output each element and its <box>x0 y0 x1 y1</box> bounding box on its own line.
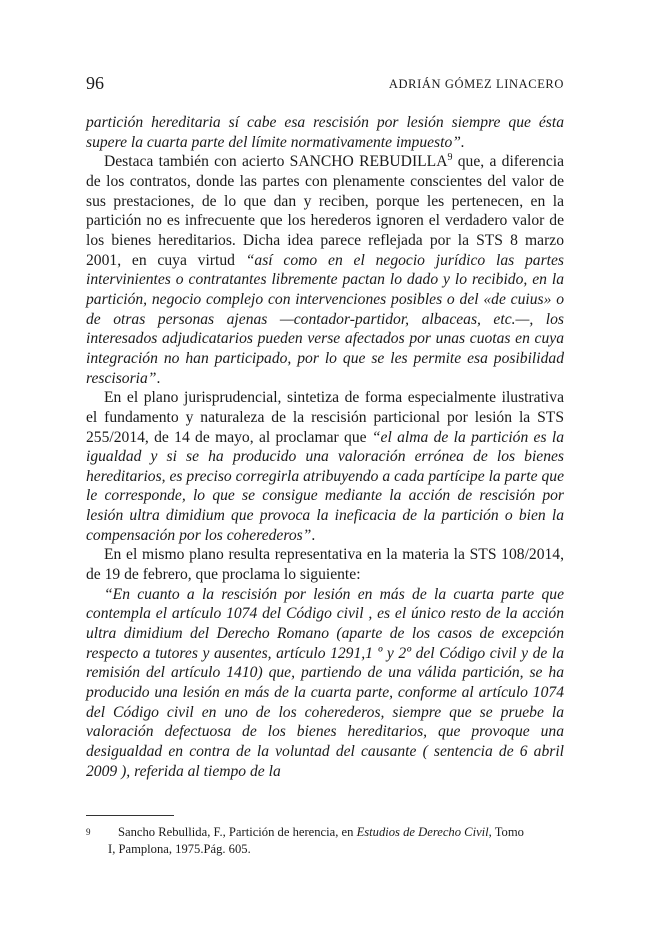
footnote-text-b: , Tomo <box>488 825 524 839</box>
paragraph-2-text-a: Destaca también con acierto SANCHO REBUDILLA <box>104 153 448 171</box>
footnote-reference[interactable]: 9 <box>447 152 453 164</box>
paragraph-3-text: En el plano jurisprudencial, sintetiza de forma especialmente ilustrativa el fundamento y naturaleza de la rescisión particional por lesión la STS 255/2014, de 14 de mayo, al proclamar que <box>86 389 564 446</box>
running-head: ADRIÁN GÓMEZ LINACERO <box>388 77 564 91</box>
paragraph-2-text-b: que, a diferencia de los contratos, donde las partes con plenamente conscientes del valor de sus prestaciones, de lo que dan y reciben, porque les pertenecen, en la partición no es infrecuente que los herederos ignoren el verdadero valor de los bienes hereditarios. Dicha idea parece reflejada por la STS 8 marzo 2001, en cuya virtud <box>86 153 564 269</box>
footnote-text <box>86 824 564 858</box>
footnote <box>86 824 564 858</box>
quote-continuation: partición hereditaria sí cabe esa rescisión por lesión siempre que ésta supere la cuarta parte del límite normativamente impuesto”. <box>86 114 564 151</box>
paragraph-2-tail: . <box>156 369 161 387</box>
paragraph-3 <box>86 388 564 545</box>
footnote-rule <box>86 815 174 816</box>
footnote-text-a: Sancho Rebullida, F., Partición de herencia, en <box>118 825 357 839</box>
footnote-number: 9 <box>86 827 91 837</box>
block-quote-text: “En cuanto a la rescisión por lesión en más de la cuarta parte que contempla el artículo 1074 del Código civil , es el único resto de la acción ultra dimidium del Derecho Romano (aparte de los casos de excepción respecto a tutores y ausentes, artículo 1291,1 º y 2º del Código civil y de la remisión del artículo 1410) que, partiendo de una válida partición, se ha producido una lesión en más de la cuarta parte, conforme al artículo 1074 del Código civil en uno de los coherederos, siempre que se pruebe la valoración defectuosa de los bienes hereditarios, que provoque una desigualdad en contra de la voluntad del causante ( sentencia de 6 abril 2009 ), referida al tiempo de la <box>86 585 564 780</box>
block-quote <box>86 585 564 782</box>
paragraph-3-quote: “el alma de la partición es la igualdad y si se ha producido una valoración errónea de los bienes hereditarios, es preciso corregirla atribuyendo a cada partícipe la parte que le corresponde, lo que se consigue mediante la acción de rescisión por lesión ultra dimidium que provoca la ineficacia de la partición o bien la compensación por los coherederos” <box>86 428 564 544</box>
paragraph-4: En el mismo plano resulta representativa en la materia la STS 108/2014, de 19 de febrero, que proclama lo siguiente: <box>86 546 564 584</box>
body-text <box>86 113 564 781</box>
paragraph-1 <box>86 113 564 152</box>
paragraph-2 <box>86 152 564 388</box>
paragraph-3-tail: . <box>311 526 316 544</box>
footnote-title: Estudios de Derecho Civil <box>356 825 489 839</box>
paragraph-2-quote: “así como en el negocio jurídico las partes intervinientes o contratantes libremente pactan lo dado y lo recibido, en la partición, negocio complejo con intervenciones posibles o del «de cuius» o de otras personas ajenas —contador-partidor, albaceas, etc.—, los interesados adjudicatarios pueden verse afectados por unas cuotas en cuya integración no han participado, por lo que se les permite esa posibilidad rescisoria” <box>86 251 564 387</box>
page-number: 96 <box>86 73 104 93</box>
paragraph-5 <box>86 585 564 782</box>
footnote-text-c: I, Pamplona, 1975.Pág. 605. <box>108 842 251 856</box>
